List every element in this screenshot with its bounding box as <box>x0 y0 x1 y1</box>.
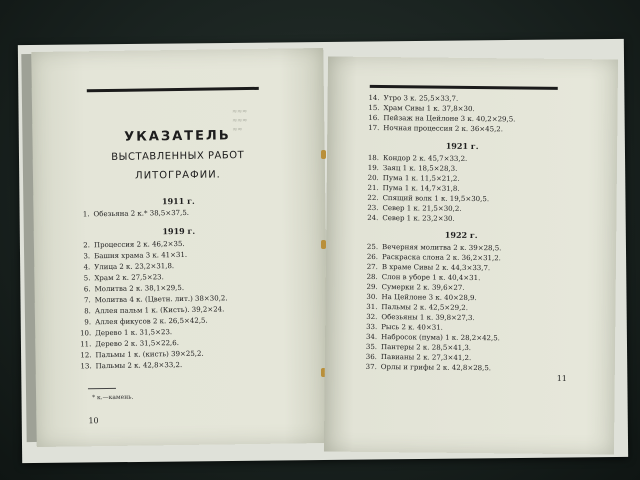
list-item: 9. Аллея фикусов 2 к. 26,5×42,5. <box>84 316 208 327</box>
top-rule <box>370 85 558 90</box>
list-item: 27. В храме Сивы 2 к. 44,3×33,7. <box>366 262 491 273</box>
list-item: 13. Пальмы 2 к. 42,8×33,2. <box>80 360 183 371</box>
list-item: 11. Дерево 2 к. 31,5×22,6. <box>80 339 179 349</box>
binding-staple <box>321 150 326 159</box>
index-subtitle-2: ЛИТОГРАФИИ. <box>135 169 221 182</box>
list-item: 10. Дерево 1 к. 31,5×23. <box>79 328 173 338</box>
top-rule <box>87 87 259 92</box>
list-item: 37. Орлы и грифы 2 к. 42,8×28,5. <box>365 362 492 373</box>
list-item: 26. Раскраска слона 2 к. 36,2×31,2. <box>366 252 501 263</box>
page-number: 10 <box>88 416 99 426</box>
list-item: 19. Заяц 1 к. 18,5×28,3. <box>367 163 458 173</box>
list-item: 29. Сумерки 2 к. 39,6×27. <box>366 282 465 292</box>
list-item: 15. Храм Сивы 1 к. 37,8×30. <box>368 103 475 114</box>
list-item: 6. Молитва 2 к. 38,1×29,5. <box>83 283 185 294</box>
year-heading: 1919 г. <box>162 225 196 237</box>
list-item: 17. Ночная процессия 2 к. 36×45,2. <box>368 123 504 134</box>
list-item: 32. Обезьяны 1 к. 39,8×27,3. <box>366 312 475 323</box>
list-item: 8. Аллея пальм 1 к. (Кисть). 39,2×24. <box>84 305 225 316</box>
list-item: 21. Пума 1 к. 14,7×31,8. <box>367 183 460 193</box>
list-item <box>76 373 96 382</box>
list-item: 33. Рысь 2 к. 40×31. <box>366 322 443 332</box>
list-item: 18. Кондор 2 к. 45,7×33,2. <box>367 153 468 163</box>
list-item: 4. Улица 2 к. 23,2×31,8. <box>83 262 175 272</box>
list-item: 31. Пальмы 2 к. 42,5×29,2. <box>366 302 469 312</box>
list-item: 25. Вечерняя молитва 2 к. 39×28,5. <box>366 242 502 253</box>
year-heading: 1911 г. <box>161 195 195 207</box>
page-number: 11 <box>556 373 567 384</box>
left-page <box>31 48 328 447</box>
list-item: 22. Спящий волк 1 к. 19,5×30,5. <box>367 193 490 204</box>
list-item: 36. Павианы 2 к. 27,3×41,2. <box>365 352 472 363</box>
year-heading: 1922 г. <box>444 229 478 241</box>
list-item: 34. Набросок (пума) 1 к. 28,2×42,5. <box>365 332 500 343</box>
list-item: 7. Молитва 4 к. (Цветн. лит.) 38×30,2. <box>83 294 228 305</box>
list-item: 5. Храм 2 к. 27,5×23. <box>83 273 164 283</box>
list-item: 30. На Цейлоне 3 к. 40×28,9. <box>366 292 477 303</box>
list-item: 14. Утро 3 к. 25,5×33,7. <box>368 93 459 103</box>
list-item: 3. Башня храма 3 к. 41×31. <box>83 250 188 261</box>
right-page <box>324 56 618 454</box>
list-item: 24. Север 1 к. 23,2×30. <box>367 213 455 223</box>
list-item: 23. Север 1 к. 21,5×30,2. <box>367 203 462 213</box>
year-heading: 1921 г. <box>445 140 479 152</box>
list-item: 12. Пальмы 1 к. (кисть) 39×25,2. <box>80 349 204 360</box>
index-subtitle: ВЫСТАВЛЕННЫХ РАБОТ <box>111 150 245 163</box>
list-item: 1. Обезьяна 2 к.* 38,5×37,5. <box>82 208 190 219</box>
footnote: * к.—камень. <box>92 393 134 402</box>
bleed-through-text: ≈≈≈ ≈≈≈ ≈≈ <box>232 108 248 134</box>
footnote-rule <box>88 388 116 389</box>
list-item: 16. Пейзаж на Цейлоне 3 к. 40,2×29,5. <box>368 113 516 124</box>
list-item: 28. Слон в уборе 1 к. 40,4×31. <box>366 272 481 283</box>
list-item: 35. Пантеры 2 к. 28,5×41,3. <box>365 342 472 353</box>
index-title: УКАЗАТЕЛЬ <box>124 128 231 145</box>
list-item: 20. Пума 1 к. 11,5×21,2. <box>367 173 460 183</box>
list-item: 2. Процессия 2 к. 46,2×35. <box>83 239 185 250</box>
